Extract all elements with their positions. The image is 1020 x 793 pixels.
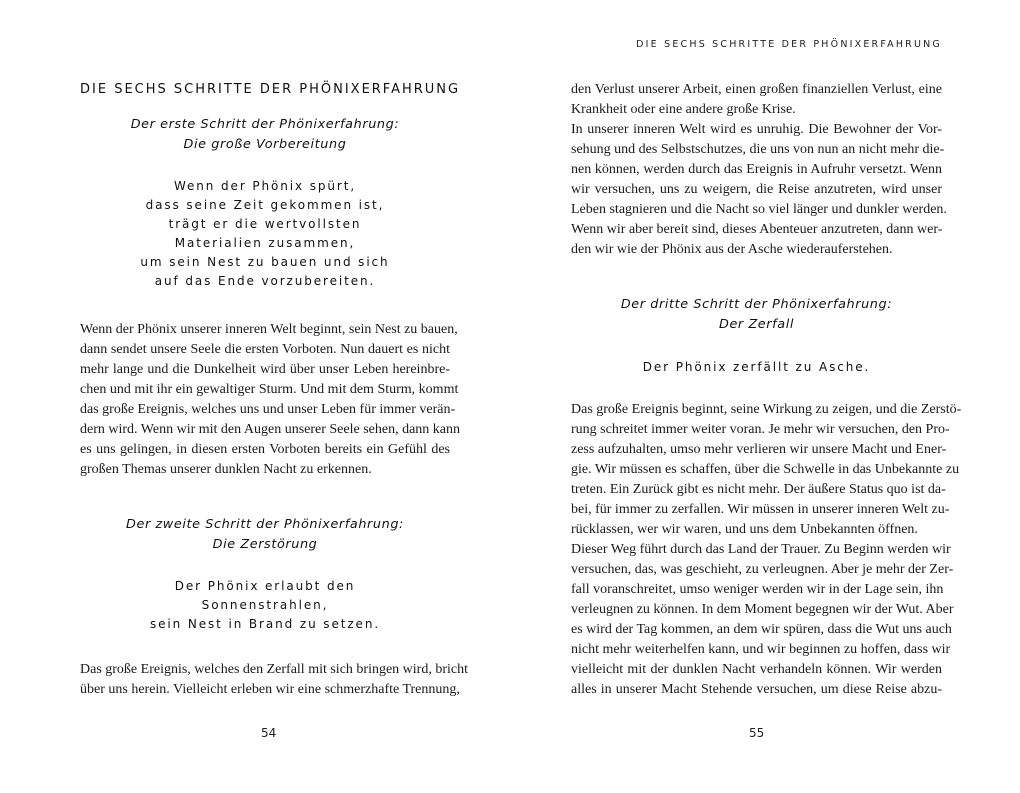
continued-paragraph: [571, 80, 947, 260]
text-line: chen und mit ihr ein gewaltiger Sturm. Und mit dem Sturm, kommt: [80, 382, 459, 397]
text-line: vielleicht mit der dunklen Nacht verhandeln können. Wir werden: [571, 662, 942, 677]
text-line: den wir wie der Phönix aus der Asche wiederauferstehen.: [571, 242, 893, 257]
text-line: nen können, werden durch das Ereignis in Aufruhr versetzt. Wenn: [571, 162, 942, 177]
verse-line: Wenn der Phönix spürt,: [173, 179, 357, 193]
text-line: bei, für immer zu zerfallen. Wir müssen in unserer inneren Welt zu-: [571, 502, 950, 517]
text-line: großen Themas unserer dunklen Nacht zu erkennen.: [80, 462, 372, 477]
step2-heading-line: Der zweite Schritt der Phönixerfahrung:: [126, 517, 404, 532]
text-line: rung schreitet immer weiter voran. Je mehr wir versuchen, den Pro-: [571, 422, 950, 437]
text-line: sehung und des Selbstschutzes, die uns von nun an nicht mehr die-: [571, 142, 945, 157]
text-line: Das große Ereignis, welches den Zerfall mit sich bringen wird, bricht: [80, 662, 468, 677]
text-line: wir versuchen, uns zu weigern, die Reise anzutreten, wird unser: [571, 182, 942, 197]
text-line: Krankheit oder eine andere große Krise.: [571, 102, 796, 117]
step3-verse: [571, 358, 942, 377]
page-number: 54: [261, 726, 277, 740]
step2-paragraph: [80, 660, 468, 700]
text-line: das große Ereignis, welches uns und unser Leben für immer verän-: [80, 402, 456, 417]
verse-line: Materialien zusammen,: [174, 236, 356, 250]
step3-heading: [571, 295, 942, 335]
text-line: dern wird. Wenn wir mit den Augen unserer Seele sehen, dann kann: [80, 422, 461, 437]
step1-heading-line: Die große Vorbereitung: [183, 137, 347, 152]
text-line: Wenn wir aber bereit sind, dieses Abenteuer anzutreten, dann wer-: [571, 222, 943, 237]
step3-heading-line: Der Zerfall: [718, 317, 794, 332]
text-line: den Verlust unserer Arbeit, einen großen finanziellen Verlust, eine: [571, 82, 942, 97]
chapter-title: DIE SECHS SCHRITTE DER PHÖNIXERFAHRUNG: [80, 82, 461, 97]
verse-line: sein Nest in Brand zu setzen.: [149, 617, 381, 631]
step1-heading: [80, 115, 450, 155]
step3-heading-line: Der dritte Schritt der Phönixerfahrung:: [620, 297, 893, 312]
text-line: es wird der Tag kommen, an dem wir spüren, dass die Wut uns auch: [571, 622, 952, 637]
page-number: 55: [749, 726, 765, 740]
text-line: Dieser Weg führt durch das Land der Trauer. Zu Beginn werden wir: [571, 542, 951, 557]
running-head: DIE SECHS SCHRITTE DER PHÖNIXERFAHRUNG: [636, 39, 942, 50]
text-line: dann sendet unsere Seele die ersten Vorboten. Nun dauert es nicht: [80, 342, 450, 357]
text-line: fall voranschreitet, umso weniger werden wir in der Lage sein, ihn: [571, 582, 944, 597]
text-line: In unserer inneren Welt wird es unruhig. Die Bewohner der Vor-: [571, 122, 942, 137]
text-line: versuchen, das, was geschieht, zu verleugnen. Aber je mehr der Zer-: [571, 562, 954, 577]
text-line: alles in unserer Macht Stehende versuchen, um diese Reise abzu-: [571, 682, 942, 697]
step1-paragraph: [80, 320, 461, 480]
text-line: Wenn der Phönix unserer inneren Welt beginnt, sein Nest zu bauen,: [80, 322, 458, 337]
text-line: zess aufzuhalten, umso mehr verlieren wir unsere Macht und Ener-: [571, 442, 947, 457]
step1-verse: [80, 177, 450, 291]
text-line: gie. Wir müssen es schaffen, über die Schwelle in das Unbekannte zu: [571, 462, 960, 477]
right-page: [510, 0, 1020, 793]
text-line: es uns gelingen, in diesen ersten Vorboten bereits ein Gefühl des: [80, 442, 450, 457]
text-line: nicht mehr weiterhelfen kann, und wir beginnen zu hoffen, dass wir: [571, 642, 951, 657]
text-line: über uns herein. Vielleicht erleben wir eine schmerzhafte Trennung,: [80, 682, 460, 697]
verse-line: trägt er die wertvollsten: [168, 217, 362, 231]
text-line: treten. Ein Zurück gibt es nicht mehr. Der äußere Status quo ist da-: [571, 482, 946, 497]
text-line: Leben stagnieren und die Nacht so viel länger und dunkler werden.: [571, 202, 947, 217]
verse-line: dass seine Zeit gekommen ist,: [145, 198, 385, 212]
text-line: verleugnen zu können. In dem Moment begegnen wir der Wut. Aber: [571, 602, 954, 617]
text-line: Das große Ereignis beginnt, seine Wirkung zu zeigen, und die Zerstö-: [571, 402, 962, 417]
verse-line: um sein Nest zu bauen und sich: [140, 255, 390, 269]
verse-line: Sonnenstrahlen,: [201, 598, 329, 612]
verse-line: Der Phönix erlaubt den: [174, 579, 356, 593]
verse-line: auf das Ende vorzubereiten.: [154, 274, 376, 288]
step3-paragraph: [571, 400, 962, 700]
step1-heading-line: Der erste Schritt der Phönixerfahrung:: [130, 117, 400, 132]
step2-heading: [80, 515, 450, 555]
step2-verse: [80, 577, 450, 634]
verse-line: Der Phönix zerfällt zu Asche.: [642, 360, 871, 374]
text-line: mehr lange und die Dunkelheit wird über unser Leben hereinbre-: [80, 362, 450, 377]
step2-heading-line: Die Zerstörung: [212, 537, 318, 552]
text-line: rücklassen, wer wir waren, und uns dem Unbekannten öffnen.: [571, 522, 918, 537]
